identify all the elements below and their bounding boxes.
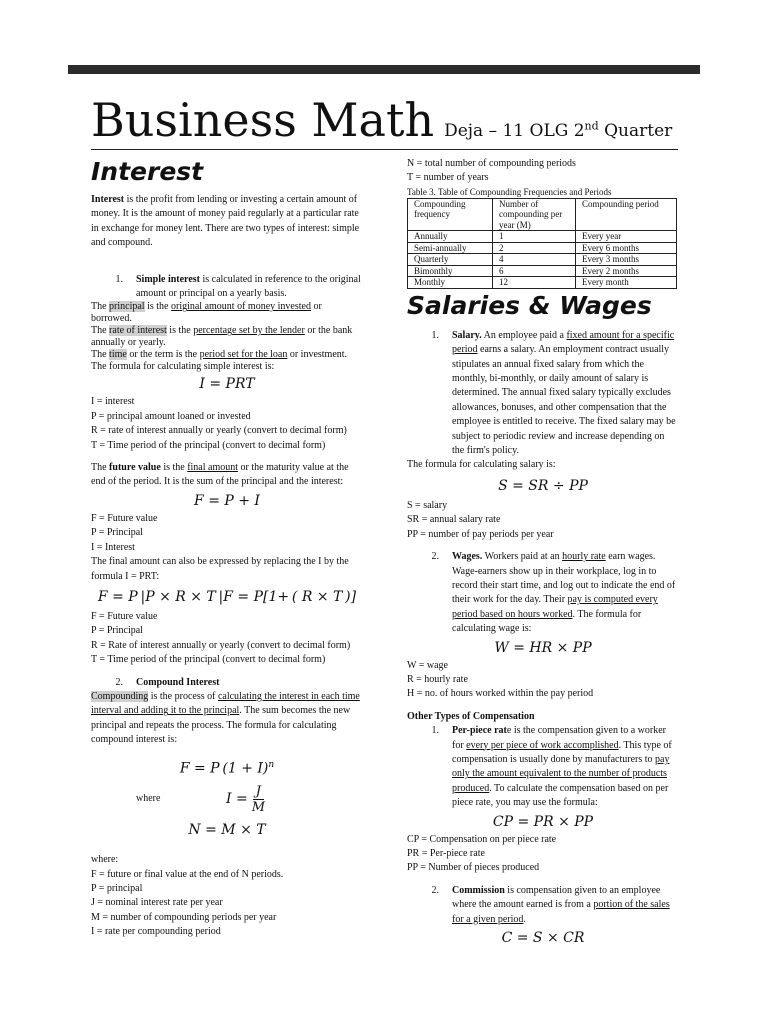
var-line: J = nominal interest rate per year: [91, 897, 223, 909]
commission-formula: C = S × CR: [501, 930, 585, 947]
text: or the term is the: [126, 349, 200, 361]
where-label: where: [136, 793, 161, 805]
compound-interest-label: Compound Interest: [136, 676, 220, 688]
text: or investment.: [287, 349, 348, 361]
table-header-row: [408, 198, 677, 231]
salary-label: Salary.: [452, 329, 482, 341]
underline-text: pay only the amount equivalent to the number of products produced: [452, 753, 670, 794]
var-line: F = future or final value at the end of N periods.: [91, 868, 284, 880]
underline-text: original amount of money invested: [170, 301, 311, 313]
text: earn wages. Wage-earners show up in their workplace, log in to record their start time, and log out to indicate the end of their work for the day. Their: [452, 551, 676, 606]
text: is the: [166, 325, 194, 337]
where-label-2: where:: [91, 854, 119, 866]
table-caption: Table 3. Table of Compounding Frequencies and Periods: [407, 186, 612, 197]
future-value-formula-expanded: F = P |P × R × T |F = P[1+ ( R × T )]: [97, 588, 357, 605]
table-header: Number of compounding per year (M): [493, 198, 576, 231]
simple-interest-desc: is calculated in reference to the original amount or principal on a yearly basis.: [136, 273, 361, 300]
simple-interest-label: Simple interest: [136, 273, 200, 285]
per-piece-text: [452, 724, 679, 810]
text: The: [91, 325, 110, 337]
numerator: J: [253, 784, 264, 800]
var-line: T = Time period of the principal (convert to decimal form): [91, 654, 326, 666]
subtitle: [444, 121, 672, 141]
table-cell: Monthly: [408, 277, 493, 289]
list-number: 2.: [431, 551, 439, 563]
text: The: [91, 462, 110, 474]
future-vars-2: [91, 610, 363, 668]
text: is the process of: [148, 690, 218, 702]
periods-formula: N = M × T: [188, 822, 266, 839]
subtitle-quarter: Quarter: [598, 121, 673, 141]
list-number: 2.: [431, 884, 439, 896]
text: An employee paid a: [481, 329, 567, 341]
var-line: H = no. of hours worked within the pay period: [407, 688, 594, 700]
var-line: SR = annual salary rate: [407, 514, 501, 526]
underline-text: percentage set by the lender: [193, 325, 305, 337]
rate-formula-row: [91, 779, 363, 819]
text: Workers paid at an: [482, 551, 563, 563]
other-compensation-heading: Other Types of Compensation: [407, 710, 535, 722]
simple-vars: [91, 395, 363, 453]
text: . This type of compensation is usually done by manufacturers to: [452, 739, 672, 765]
text: The: [91, 349, 110, 361]
text: or borrowed.: [91, 301, 322, 325]
table-cell: 1: [493, 231, 576, 243]
table-cell: 12: [493, 277, 576, 289]
salaries-wages-heading: Salaries & Wages: [407, 290, 652, 320]
list-number: 2.: [115, 676, 123, 688]
var-line: I = interest: [91, 396, 135, 408]
var-line: I = Interest: [91, 541, 135, 553]
compound-vars: [91, 868, 363, 940]
future-value-definition: [91, 461, 363, 490]
wages-item: [407, 550, 679, 636]
table-cell: Every 6 months: [576, 242, 677, 254]
highlight-rate: rate of interest: [109, 325, 167, 337]
per-piece-formula: CP = PR × PP: [492, 813, 594, 830]
simple-interest-item: [91, 273, 363, 302]
text: is the: [144, 301, 171, 313]
compounding-definition: [91, 690, 363, 748]
commission-label: Commission: [452, 884, 505, 896]
var-line: PR = Per-piece rate: [407, 848, 485, 859]
compound-formula-text: F = P (1 + I): [179, 760, 269, 777]
var-line: T = number of years: [407, 172, 489, 184]
interest-intro: [91, 193, 363, 251]
table-cell: Semi-annually: [408, 242, 493, 254]
var-line: M = number of compounding periods per year: [91, 911, 277, 923]
var-line: F = Future value: [91, 610, 158, 622]
underline-text: pay is computed every period based on hours worked: [452, 594, 658, 620]
text: or the bank annually or yearly.: [91, 325, 353, 349]
subtitle-text: Deja – 11 OLG 2: [444, 121, 585, 141]
rate-definition: [91, 325, 363, 349]
title-rule: [91, 149, 678, 150]
text: . To calculate the compensation based on per piece rate, you may use the formula:: [452, 782, 669, 809]
interest-heading: Interest: [91, 157, 204, 186]
list-number: 1.: [115, 273, 123, 285]
table-cell: 2: [493, 242, 576, 254]
compound-formula: [91, 748, 363, 780]
var-line: R = Rate of interest annually or yearly (convert to decimal form): [91, 639, 351, 651]
highlight-time: time: [109, 349, 127, 361]
time-definition: [91, 349, 363, 361]
table-cell: Annually: [408, 231, 493, 243]
var-line: CP = Compensation on per piece rate: [407, 833, 557, 845]
text: . The formula for calculating wage is:: [452, 608, 642, 635]
var-line: S = salary: [407, 499, 448, 511]
per-piece-label: Per-piece rat: [452, 725, 507, 737]
text: .: [523, 913, 526, 925]
future-vars: [91, 512, 363, 555]
var-line: P = principal: [91, 883, 143, 895]
rate-formula-lhs: I =: [226, 791, 248, 808]
underline-text: final amount: [187, 462, 239, 474]
table-cell: Every 2 months: [576, 265, 677, 277]
var-line: T = Time period of the principal (convert to decimal form): [91, 439, 326, 451]
top-border-bar: [68, 65, 700, 74]
var-line: R = hourly rate: [407, 673, 468, 685]
var-line: P = principal amount loaned or invested: [91, 410, 251, 422]
text: . The sum becomes the new principal and repeats the process. The formula for calculating compound interest is:: [91, 705, 351, 746]
rate-fraction: [252, 784, 265, 815]
wages-text: [452, 550, 679, 636]
text: The: [91, 301, 110, 313]
future-value-formula: F = P + I: [194, 492, 260, 509]
table-cell: 4: [493, 254, 576, 266]
table-row: [408, 242, 677, 254]
var-line: P = Principal: [91, 527, 143, 539]
var-line: N = total number of compounding periods: [407, 158, 576, 169]
table-row: [408, 265, 677, 277]
salary-formula: S = SR ÷ PP: [498, 477, 588, 494]
subtitle-superscript: nd: [584, 119, 599, 133]
salary-item: [407, 329, 679, 459]
var-line: I = rate per compounding period: [91, 926, 221, 938]
simple-interest-formula: I = PRT: [199, 376, 255, 393]
underline-text: period set for the loan: [199, 349, 288, 361]
table-cell: Every year: [576, 231, 677, 243]
text: is the: [160, 462, 188, 474]
var-line: PP = Number of pieces produced: [407, 862, 540, 874]
underline-text: fixed amount for a specific period: [452, 329, 675, 356]
table-row: [408, 254, 677, 266]
var-line: PP = number of pay periods per year: [407, 528, 554, 540]
compounding-table: [407, 198, 677, 289]
salary-formula-intro: The formula for calculating salary is:: [407, 459, 556, 471]
underline-text: hourly rate: [562, 551, 606, 563]
title-text: Business Math: [91, 93, 435, 147]
underline-text: every per piece of work accomplished: [466, 739, 619, 751]
wages-label: Wages.: [452, 551, 483, 563]
var-line: W = wage: [407, 659, 448, 671]
per-piece-item: [407, 724, 679, 810]
simple-interest-text: [136, 273, 363, 302]
table-header: Compounding frequency: [408, 198, 493, 231]
future-alt-intro: The final amount can also be expressed by replacing the I by the formula I = PRT:: [91, 556, 349, 582]
commission-item: [407, 884, 679, 927]
list-number: 1.: [431, 329, 439, 341]
right-column: [407, 157, 679, 949]
text: is compensation given to an employee where the amount earned is from a: [452, 884, 661, 911]
var-line: P = Principal: [91, 625, 143, 637]
list-number: 1.: [431, 725, 439, 737]
compound-formula-exponent: n: [268, 759, 275, 770]
var-line: R = rate of interest annually or yearly (convert to decimal form): [91, 425, 347, 437]
table-cell: Quarterly: [408, 254, 493, 266]
commission-text: [452, 884, 679, 927]
highlight-principal: principal: [109, 301, 145, 313]
salary-text: [452, 329, 679, 459]
intro-bold: Interest: [91, 194, 125, 205]
text: e is the compensation given to a worker for: [452, 725, 666, 751]
intro-text: is the profit from lending or investing a certain amount of money. It is the amount of money paid regularly at a particular rate in exchange for money lent. There are two types of interest: simple and compound.: [91, 194, 360, 249]
compound-interest-item: [91, 676, 363, 690]
table-cell: Every month: [576, 277, 677, 289]
text: or the maturity value at the end of the period. It is the sum of the principal and the interest:: [91, 462, 349, 488]
text: earns a salary. An employment contract usually stipulates an annual fixed salary from which the monthly, bi-monthly, or daily amount of salary is determined. The annual fixed salary typically excludes allowances, bonuses, and other compensation that the employee is entitled to receive. The fixed salary may be subject to periodic review and increase depending on the firm's policy.: [452, 344, 676, 457]
rate-per-period-formula: [226, 784, 265, 815]
highlight-compounding: Compounding: [91, 690, 149, 702]
left-column: [91, 157, 363, 940]
simple-formula-intro: The formula for calculating simple interest is:: [91, 361, 275, 373]
denominator: M: [251, 799, 266, 815]
underline-text: calculating the interest in each time interval and adding it to the principal: [91, 690, 360, 717]
future-value-label: future value: [109, 462, 161, 474]
table-cell: 6: [493, 265, 576, 277]
table-row: [408, 231, 677, 243]
principal-definition: [91, 301, 363, 325]
table-cell: Every 3 months: [576, 254, 677, 266]
var-line: F = Future value: [91, 512, 158, 524]
table-row: [408, 277, 677, 289]
table-header: Compounding period: [576, 198, 677, 231]
table-cell: Bimonthly: [408, 265, 493, 277]
underline-text: portion of the sales for a given period: [452, 899, 670, 925]
wage-formula: W = HR × PP: [494, 639, 592, 656]
